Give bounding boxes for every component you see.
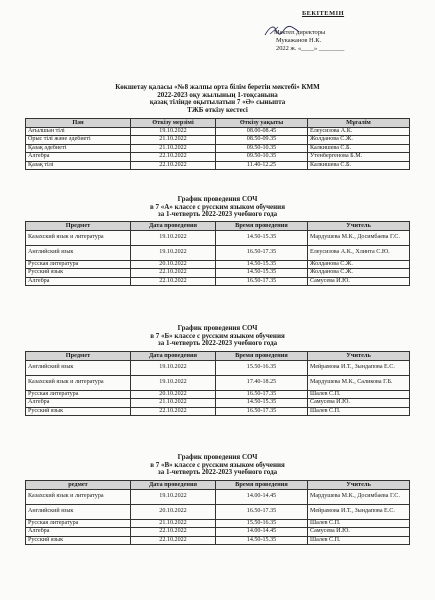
kz-heading-line2: 2022-2023 оқу жылының 1-тоқсанына	[157, 90, 278, 99]
table-header-row	[26, 119, 410, 128]
subject-cell: Русский язык	[26, 536, 131, 545]
time-cell: 16.50-17.35	[216, 390, 308, 399]
approval-name: Мукажанов Н.К.	[276, 37, 322, 44]
approval-date: 2022 ж. «____» ________	[276, 45, 345, 52]
subject-cell: Русский язык	[26, 407, 131, 416]
time-cell: 16.50-17.35	[216, 407, 308, 416]
heading-7a-line3: за 1-четверть 2022-2023 учебного года	[157, 210, 278, 219]
column-header: Время проведения	[216, 222, 308, 231]
heading-7v-line1: График проведения СОЧ	[177, 453, 258, 461]
heading-7b	[0, 325, 435, 348]
date-cell: 21.10.2022	[131, 136, 216, 145]
table-row	[26, 269, 410, 278]
heading-7a-line1: График проведения СОЧ	[177, 195, 258, 203]
date-cell: 20.10.2022	[131, 390, 216, 399]
date-cell: 22.10.2022	[131, 153, 216, 162]
date-cell: 22.10.2022	[131, 536, 216, 545]
subject-cell: Казахский язык и литература	[26, 230, 131, 245]
date-cell: 19.10.2022	[131, 375, 216, 390]
table-row	[26, 161, 410, 170]
kz-heading-line4: ТЖБ өткізу кестесі	[187, 105, 248, 114]
column-header: Дата проведения	[131, 352, 216, 361]
teacher-cell: Мардушева М.К., Досимбаева Г.С.	[308, 230, 410, 245]
subject-cell: Английский язык	[26, 504, 131, 519]
date-cell: 20.10.2022	[131, 504, 216, 519]
heading-7a-line2: в 7 «А» классе с русским языком обучения	[150, 202, 285, 211]
table-row	[26, 390, 410, 399]
table-row	[26, 360, 410, 375]
column-header: Өткізу уақыты	[216, 119, 308, 128]
teacher-cell: Шалев С.П.	[308, 536, 410, 545]
table-row	[26, 230, 410, 245]
column-header: Время проведения	[216, 481, 308, 490]
teacher-cell: Мейрамова И.Т., Зындапова Е.С.	[308, 504, 410, 519]
time-cell: 14.50-15.35	[216, 230, 308, 245]
time-cell: 14.00-14.45	[216, 528, 308, 537]
column-header: редмет	[26, 481, 131, 490]
table-row	[26, 407, 410, 416]
date-cell: 22.10.2022	[131, 269, 216, 278]
subject-cell: Алгебра	[26, 153, 131, 162]
schedule-table-7v	[25, 480, 410, 545]
teacher-cell: Шалев С.П.	[308, 519, 410, 528]
heading-7v-line2: в 7 «В» классе с русским языком обучения	[150, 460, 285, 469]
table-row	[26, 519, 410, 528]
table-header-row	[26, 481, 410, 490]
teacher-cell: Шалев С.П.	[308, 390, 410, 399]
column-header: Өткізу мерзімі	[131, 119, 216, 128]
teacher-cell: Жолданова С.Ж.	[308, 136, 410, 145]
table-row	[26, 136, 410, 145]
table-row	[26, 536, 410, 545]
teacher-cell: Самусева И.Ю.	[308, 399, 410, 408]
table-row	[26, 127, 410, 136]
kz-heading-line1: Көкшетау қаласы «№8 жалпы орта білім беретін мектебі» КММ	[115, 83, 320, 91]
schedule-table-7b	[25, 351, 410, 416]
time-cell: 11.40-12.25	[216, 161, 308, 170]
teacher-cell: Елеусизова А.К.	[308, 127, 410, 136]
schedule-table-7a	[25, 221, 410, 286]
teacher-cell: Шалев С.П.	[308, 407, 410, 416]
teacher-cell: Жолданова С.Ж.	[308, 269, 410, 278]
subject-cell: Алгебра	[26, 528, 131, 537]
teacher-cell: Мардушева М.К., Досимбаева Г.С.	[308, 489, 410, 504]
table-row	[26, 144, 410, 153]
column-header: Учитель	[308, 222, 410, 231]
table-row	[26, 489, 410, 504]
date-cell: 20.10.2022	[131, 260, 216, 269]
time-cell: 14.50-15.35	[216, 260, 308, 269]
subject-cell: Алгебра	[26, 277, 131, 286]
heading-7b-line1: График проведения СОЧ	[177, 324, 258, 332]
approval-position: Мектеп директоры	[274, 29, 326, 36]
time-cell: 14.50-15.35	[216, 269, 308, 278]
table-row	[26, 245, 410, 260]
teacher-cell: Самусева И.Ю.	[308, 528, 410, 537]
date-cell: 19.10.2022	[131, 230, 216, 245]
teacher-cell: Самусева И.Ю.	[308, 277, 410, 286]
time-cell: 09.50-10.35	[216, 153, 308, 162]
date-cell: 19.10.2022	[131, 360, 216, 375]
subject-cell: Английский язык	[26, 245, 131, 260]
approval-title: БЕКІТЕМІН	[301, 10, 345, 17]
teacher-cell: Мардушева М.К., Саликова Г.Б.	[308, 375, 410, 390]
subject-cell: Ағылшын тілі	[26, 127, 131, 136]
column-header: Время проведения	[216, 352, 308, 361]
subject-cell: Русская литература	[26, 519, 131, 528]
table-header-row	[26, 222, 410, 231]
date-cell: 21.10.2022	[131, 399, 216, 408]
table-row	[26, 504, 410, 519]
subject-cell: Қазақ әдебиеті	[26, 144, 131, 153]
column-header: Предмет	[26, 222, 131, 231]
date-cell: 22.10.2022	[131, 161, 216, 170]
teacher-cell: Калкишева С.Б.	[308, 161, 410, 170]
kz-heading-line3: қазақ тілінде оқытылатын 7 «Ә» сыныпта	[149, 98, 286, 107]
time-cell: 08.50-09.35	[216, 136, 308, 145]
time-cell: 14.50-15.35	[216, 399, 308, 408]
subject-cell: Казахский язык и литература	[26, 489, 131, 504]
column-header: Пән	[26, 119, 131, 128]
table-row	[26, 528, 410, 537]
time-cell: 09.50-10.35	[216, 144, 308, 153]
date-cell: 21.10.2022	[131, 519, 216, 528]
date-cell: 22.10.2022	[131, 528, 216, 537]
subject-cell: Орыс тілі және әдебиеті	[26, 136, 131, 145]
heading-7b-line2: в 7 «Б» классе с русским языком обучения	[150, 331, 285, 340]
column-header: Дата проведения	[131, 481, 216, 490]
column-header: Учитель	[308, 352, 410, 361]
signature-icon	[262, 24, 302, 38]
subject-cell: Английский язык	[26, 360, 131, 375]
heading-7v	[0, 454, 435, 477]
column-header: Мұғалім	[308, 119, 410, 128]
kz-schedule-table	[25, 118, 410, 170]
teacher-cell: Мейрамова И.Т., Зындапова Е.С.	[308, 360, 410, 375]
column-header: Предмет	[26, 352, 131, 361]
subject-cell: Қазақ тілі	[26, 161, 131, 170]
table-row	[26, 153, 410, 162]
time-cell: 16.50-17.35	[216, 277, 308, 286]
column-header: Учитель	[308, 481, 410, 490]
date-cell: 19.10.2022	[131, 245, 216, 260]
kz-heading	[0, 84, 435, 114]
date-cell: 22.10.2022	[131, 407, 216, 416]
date-cell: 19.10.2022	[131, 127, 216, 136]
teacher-cell: Утенбергенова Б.М.	[308, 153, 410, 162]
subject-cell: Казахский язык и литература	[26, 375, 131, 390]
date-cell: 21.10.2022	[131, 144, 216, 153]
table-row	[26, 399, 410, 408]
time-cell: 15.50-16.35	[216, 360, 308, 375]
teacher-cell: Жолданова С.Ж.	[308, 260, 410, 269]
teacher-cell: Елеусизова А.К., Хлинта С.Ю.	[308, 245, 410, 260]
time-cell: 14.50-15.35	[216, 536, 308, 545]
table-row	[26, 375, 410, 390]
heading-7a	[0, 196, 435, 219]
column-header: Дата проведения	[131, 222, 216, 231]
time-cell: 14.00-14.45	[216, 489, 308, 504]
date-cell: 19.10.2022	[131, 489, 216, 504]
time-cell: 16.50-17.35	[216, 504, 308, 519]
subject-cell: Алгебра	[26, 399, 131, 408]
time-cell: 16.50-17.35	[216, 245, 308, 260]
table-row	[26, 277, 410, 286]
time-cell: 17.40-18.25	[216, 375, 308, 390]
subject-cell: Русский язык	[26, 269, 131, 278]
time-cell: 08.00-08.45	[216, 127, 308, 136]
table-row	[26, 260, 410, 269]
date-cell: 22.10.2022	[131, 277, 216, 286]
time-cell: 15.50-16.35	[216, 519, 308, 528]
subject-cell: Русская литература	[26, 390, 131, 399]
heading-7b-line3: за 1-четверть 2022-2023 учебного года	[157, 339, 278, 348]
table-header-row	[26, 352, 410, 361]
heading-7v-line3: за 1-четверть 2022-2023 учебного года	[157, 468, 278, 477]
subject-cell: Русская литература	[26, 260, 131, 269]
teacher-cell: Калкишева С.Б.	[308, 144, 410, 153]
